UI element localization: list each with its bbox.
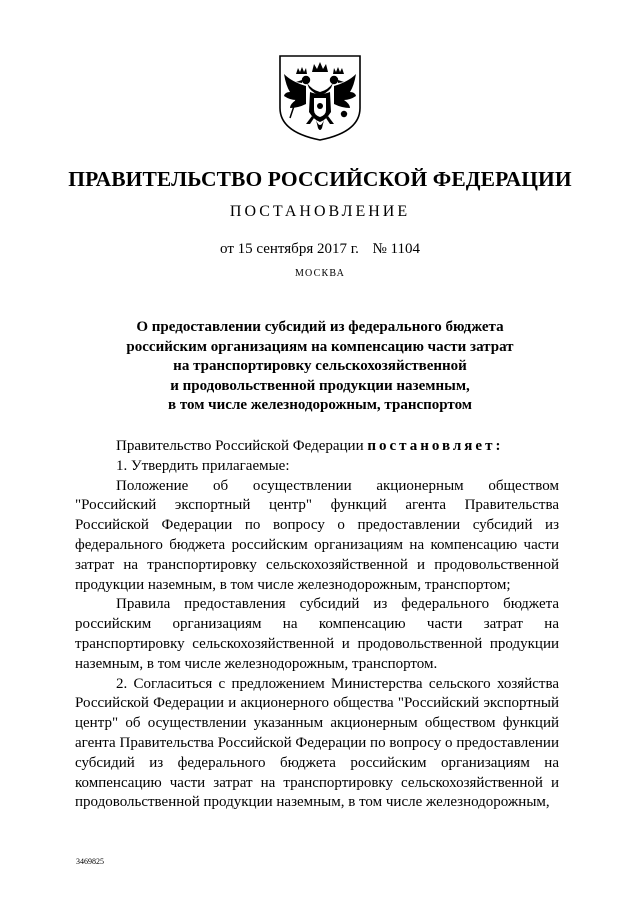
document-body xyxy=(75,437,559,813)
document-type: ПОСТАНОВЛЕНИЕ xyxy=(229,203,411,220)
document-date: от 15 сентября 2017 г. xyxy=(220,241,359,257)
intro-text: Правительство Российской Федерации xyxy=(116,438,364,454)
subject-line: российским организациям на компенсацию части затрат xyxy=(126,338,514,355)
subject-line: и продовольственной продукции наземным, xyxy=(170,377,470,394)
document-city: МОСКВА xyxy=(294,268,346,279)
subject-line: на транспортировку сельскохозяйственной xyxy=(173,358,467,374)
document-number: 1104 xyxy=(390,241,420,257)
paragraph-2: Положение об осуществлении акционерным обществом "Российский экспортный центр" функций агента Правительства Российской Федерации по вопросу о предоставлении субсидий из федерального бюджета российским организациям на компенсацию части затрат на транспортировку сельскохозяйственной и продовольственной продукции наземным, в том числе железнодорожным, транспортом; xyxy=(75,477,559,593)
document-subject xyxy=(0,318,640,416)
number-sign: № xyxy=(372,241,387,257)
russian-coat-of-arms-icon xyxy=(276,52,364,142)
paragraph-intro xyxy=(75,437,559,457)
paragraph-3: Правила предоставления субсидий из федерального бюджета российским организациям на компенсацию части затрат на транспортировку сельскохозяйственной и продовольственной продукции наземным, в том числе железнодорожным, транспортом. xyxy=(75,596,559,672)
paragraph-4: 2. Согласиться с предложением Министерства сельского хозяйства Российской Федерации и акционерного общества "Российский экспортный центр" об осуществлении указанным акционерным обществом функций агента Правительства Российской Федерации по вопросу о предоставлении субсидий из федерального бюджета российским организациям на компенсацию части затрат на транспортировку сельскохозяйственной и продовольственной продукции наземным, в том числе железнодорожным, xyxy=(75,675,559,811)
subject-line: в том числе железнодорожным, транспортом xyxy=(167,397,473,413)
government-title: ПРАВИТЕЛЬСТВО РОССИЙСКОЙ ФЕДЕРАЦИИ xyxy=(68,167,572,191)
decree-word: постановляет: xyxy=(367,438,504,454)
document-date-number xyxy=(0,241,640,258)
document-code: 3469825 xyxy=(76,857,104,866)
subject-line: О предоставлении субсидий из федерального бюджета xyxy=(136,319,504,335)
paragraph-1: 1. Утвердить прилагаемые: xyxy=(116,457,290,474)
